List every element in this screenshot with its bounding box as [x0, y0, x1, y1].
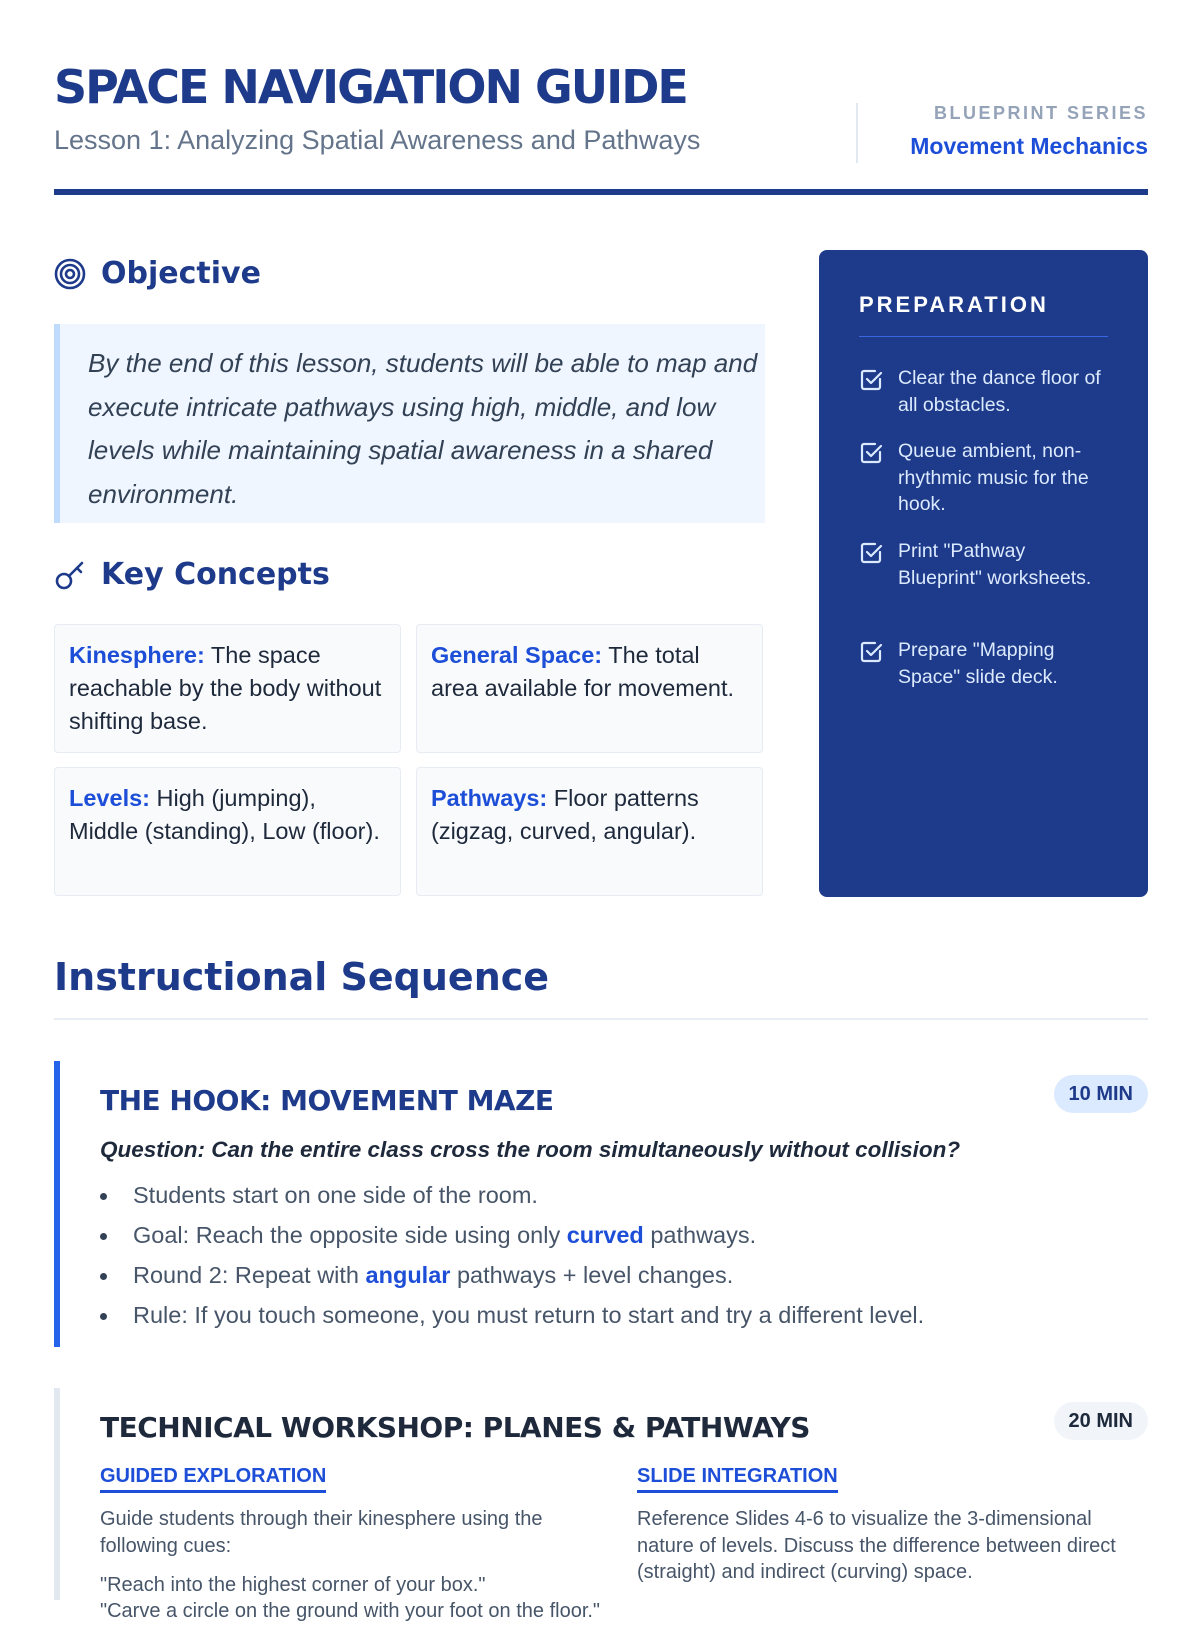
- hook-bullet: Round 2: Repeat with angular pathways + level changes.: [100, 1255, 924, 1295]
- objective-box: [54, 324, 765, 523]
- hook-accent-bar: [54, 1061, 60, 1347]
- checkbox-icon: [859, 367, 885, 393]
- highlight-term: angular: [365, 1262, 451, 1288]
- concept-term: General Space:: [431, 642, 603, 668]
- sequence-title: Instructional Sequence: [54, 955, 550, 999]
- preparation-item-text: Prepare "Mapping Space" slide deck.: [898, 639, 1058, 688]
- concept-definition: Floor patterns (zigzag, curved, angular).: [431, 785, 699, 844]
- key-concepts-heading-text: Key Concepts: [101, 557, 330, 592]
- target-icon: [54, 258, 86, 290]
- series-info: [856, 103, 1148, 163]
- checkbox-icon: [859, 440, 885, 466]
- page-header: [54, 55, 1148, 197]
- concept-definition: The total area available for movement.: [431, 642, 735, 701]
- hook-block: [54, 1061, 1148, 1347]
- concept-definition: The space reachable by the body without shifting base.: [69, 642, 382, 734]
- preparation-divider: [859, 336, 1108, 337]
- hook-question: Question: Can the entire class cross the room simultaneously without collision?: [100, 1137, 961, 1162]
- concept-card-general-space: [416, 624, 763, 753]
- page-title: SPACE NAVIGATION GUIDE: [54, 60, 687, 114]
- concept-card-kinesphere: [54, 624, 401, 753]
- hook-bullet-list: [100, 1175, 924, 1335]
- hook-bullet: Rule: If you touch someone, you must return to start and try a different level.: [100, 1295, 924, 1335]
- preparation-panel: [819, 250, 1148, 897]
- objective-text: By the end of this lesson, students will be able to map and execute intricate pathways using high, middle, and low levels while maintaining spatial awareness in a shared environment.: [88, 348, 758, 509]
- guided-cue: "Reach into the highest corner of your box.": [100, 1574, 486, 1596]
- workshop-block: [54, 1388, 1148, 1622]
- preparation-item-text: Queue ambient, non-rhythmic music for the hook.: [898, 440, 1089, 515]
- concept-definition: High (jumping), Middle (standing), Low (floor).: [69, 785, 380, 844]
- guided-cue: "Carve a circle on the ground with your foot on the floor.": [100, 1600, 601, 1622]
- guided-exploration-intro: Guide students through their kinesphere using the following cues:: [100, 1508, 543, 1557]
- slide-integration-heading: SLIDE INTEGRATION: [637, 1465, 838, 1493]
- checkbox-icon: [859, 540, 885, 566]
- preparation-item-text: Print "Pathway Blueprint" worksheets.: [898, 540, 1092, 589]
- concept-card-pathways: [416, 767, 763, 896]
- objective-heading-text: Objective: [101, 256, 261, 291]
- concept-card-levels: [54, 767, 401, 896]
- guided-exploration-heading: GUIDED EXPLORATION: [100, 1465, 326, 1493]
- series-label: BLUEPRINT SERIES: [933, 103, 1148, 123]
- workshop-accent-bar: [54, 1388, 60, 1600]
- preparation-title: PREPARATION: [859, 292, 1049, 317]
- checkbox-icon: [859, 639, 885, 665]
- hook-bullet: Students start on one side of the room.: [100, 1175, 924, 1215]
- key-icon: [54, 559, 86, 591]
- workshop-duration-badge: 20 MIN: [1054, 1402, 1148, 1440]
- concept-term: Levels:: [69, 785, 150, 811]
- hook-title: THE HOOK: MOVEMENT MAZE: [100, 1084, 554, 1117]
- header-divider: [54, 189, 1148, 195]
- highlight-term: curved: [566, 1222, 644, 1248]
- hook-duration-badge: 10 MIN: [1054, 1075, 1148, 1113]
- workshop-title: TECHNICAL WORKSHOP: PLANES & PATHWAYS: [100, 1411, 810, 1444]
- slide-integration-text: Reference Slides 4-6 to visualize the 3-dimensional nature of levels. Discuss the difference between direct (straight) and indirect (curving) space.: [637, 1508, 1116, 1583]
- hook-bullet: Goal: Reach the opposite side using only curved pathways.: [100, 1215, 924, 1255]
- preparation-item-text: Clear the dance floor of all obstacles.: [898, 367, 1101, 416]
- series-name: Movement Mechanics: [910, 133, 1148, 159]
- concept-term: Kinesphere:: [69, 642, 205, 668]
- sequence-divider: [54, 1018, 1148, 1020]
- concept-term: Pathways:: [431, 785, 548, 811]
- page-subtitle: Lesson 1: Analyzing Spatial Awareness and Pathways: [54, 125, 701, 155]
